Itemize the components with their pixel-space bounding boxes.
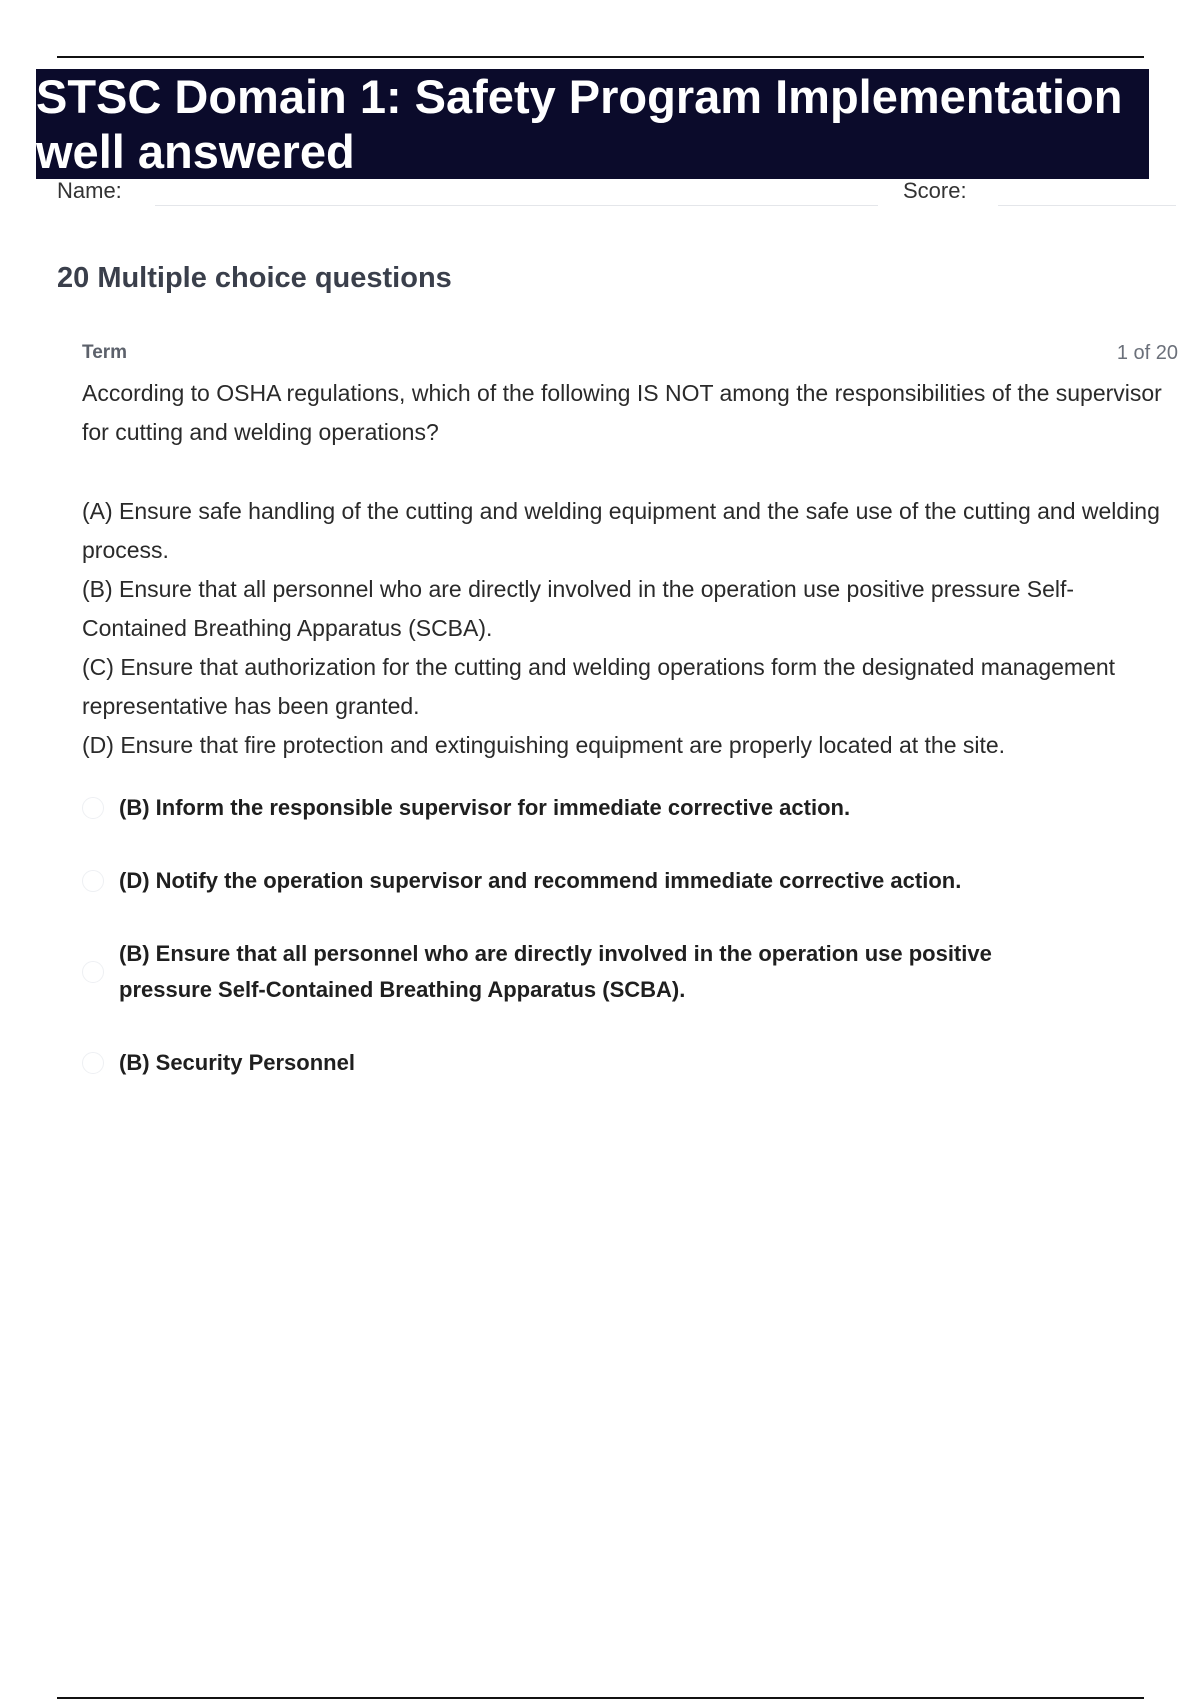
answer-choice-label: (B) Security Personnel [119, 1050, 355, 1075]
radio-button[interactable] [82, 1052, 104, 1074]
radio-button[interactable] [82, 870, 104, 892]
document-title: STSC Domain 1: Safety Program Implementation well answered [36, 70, 1123, 178]
radio-button[interactable] [82, 961, 104, 983]
answer-choice-3[interactable] [82, 936, 1142, 1008]
radio-button[interactable] [82, 797, 104, 819]
option-a: (A) Ensure safe handling of the cutting and welding equipment and the safe use of the cutting and welding process. [82, 498, 1160, 563]
question-counter: 1 of 20 [1116, 342, 1178, 364]
answer-choice-4[interactable] [82, 1045, 1142, 1081]
answer-choice-label: (B) Ensure that all personnel who are directly involved in the operation use positive pressure Self-Contained Breathing Apparatus (SCBA). [119, 941, 992, 1002]
option-d: (D) Ensure that fire protection and extinguishing equipment are properly located at the site. [82, 732, 1006, 758]
answer-choice-label: (D) Notify the operation supervisor and recommend immediate corrective action. [119, 868, 962, 893]
name-field-line [155, 205, 878, 206]
question-text: According to OSHA regulations, which of the following IS NOT among the responsibilities of the supervisor for cutting and welding operations? [82, 380, 1162, 445]
option-c: (C) Ensure that authorization for the cutting and welding operations form the designated management representative has been granted. [82, 654, 1116, 719]
answer-choice-2[interactable] [82, 863, 1142, 899]
option-b: (B) Ensure that all personnel who are directly involved in the operation use positive pressure Self-Contained Breathing Apparatus (SCBA). [82, 576, 1075, 641]
answer-choice-1[interactable] [82, 790, 1142, 826]
score-label: Score: [903, 178, 967, 203]
name-label: Name: [57, 178, 122, 203]
score-field-line [998, 205, 1176, 206]
top-rule [57, 56, 1144, 58]
bottom-rule [57, 1697, 1144, 1699]
term-label: Term [82, 342, 128, 363]
section-heading: 20 Multiple choice questions [57, 262, 452, 294]
question-options [82, 492, 1172, 765]
answer-choice-label: (B) Inform the responsible supervisor for immediate corrective action. [119, 795, 851, 820]
